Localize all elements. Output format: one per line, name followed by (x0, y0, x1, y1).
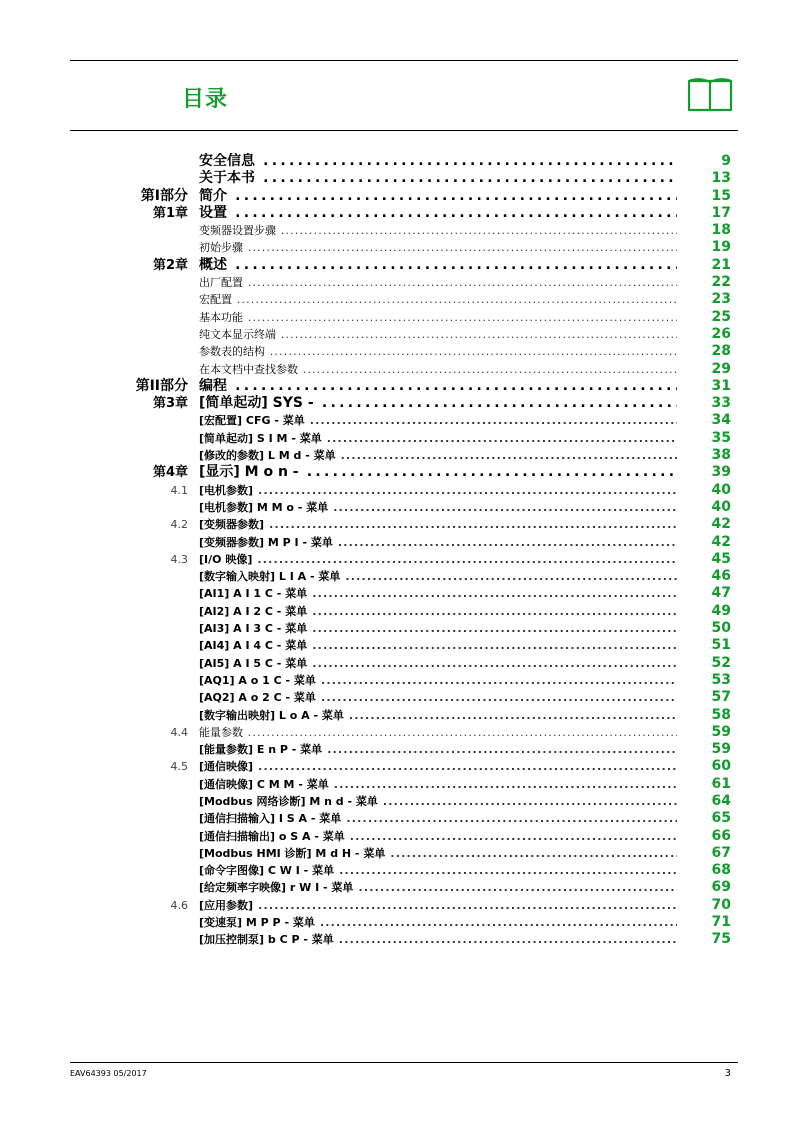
toc-entry-label: 第3章 (152, 396, 188, 412)
toc-entry-page[interactable]: 25 (711, 308, 731, 325)
toc-entry-label: 第4章 (152, 465, 188, 481)
toc-entry[interactable] (0, 897, 793, 914)
toc-entry[interactable] (0, 395, 793, 412)
toc-entry-title[interactable]: [AI2] A I 2 C - 菜单 ..... (199, 603, 677, 620)
toc-entry-title[interactable]: [电机参数] M M o - 菜单 ..... (199, 499, 677, 516)
toc-entry-title[interactable]: 设置 ..... (199, 205, 677, 222)
toc-entry[interactable] (0, 741, 793, 758)
toc-entry-page[interactable]: 59 (711, 723, 731, 740)
toc-entry-title[interactable]: [变频器参数] ..... (199, 516, 677, 533)
toc-entry-title[interactable]: 概述 ..... (199, 257, 677, 274)
toc-entry-title[interactable]: [AQ1] A o 1 C - 菜单 ..... (199, 672, 677, 689)
toc-entry-title[interactable]: [通信映像] C M M - 菜单 ..... (199, 776, 677, 793)
toc-entry[interactable] (0, 551, 793, 568)
toc-entry-page[interactable]: 40 (711, 481, 731, 498)
toc-entry[interactable] (0, 412, 793, 429)
toc-entry-label: 4.5 (170, 760, 188, 774)
table-of-contents (0, 153, 793, 949)
toc-entry[interactable] (0, 793, 793, 810)
toc-entry[interactable] (0, 309, 793, 326)
toc-entry-label: 第1章 (152, 205, 188, 221)
toc-entry[interactable] (0, 707, 793, 724)
toc-entry-page[interactable]: 65 (711, 810, 731, 827)
toc-entry[interactable] (0, 170, 793, 187)
toc-entry[interactable] (0, 257, 793, 274)
toc-entry-page[interactable]: 50 (711, 620, 731, 637)
toc-entry[interactable] (0, 828, 793, 845)
toc-entry-page[interactable]: 52 (711, 654, 731, 671)
toc-entry-page[interactable]: 21 (711, 256, 731, 273)
toc-entry-page[interactable]: 29 (711, 360, 731, 377)
toc-entry[interactable] (0, 568, 793, 585)
toc-entry-label: 第II部分 (135, 377, 188, 394)
toc-entry-title[interactable]: 简介 ..... (199, 188, 677, 205)
toc-entry[interactable] (0, 188, 793, 205)
toc-entry-page[interactable]: 66 (711, 827, 731, 844)
toc-entry-page[interactable]: 26 (711, 325, 731, 342)
toc-entry-page[interactable]: 53 (711, 671, 731, 688)
toc-entry[interactable] (0, 655, 793, 672)
toc-entry[interactable] (0, 810, 793, 827)
toc-entry-page[interactable]: 9 (721, 153, 731, 169)
toc-entry-label: 4.4 (170, 725, 188, 739)
toc-entry-page[interactable]: 35 (711, 429, 731, 446)
toc-entry-title[interactable]: [加压控制泵] b C P - 菜单 ..... (199, 931, 677, 948)
toc-entry[interactable] (0, 361, 793, 378)
toc-entry[interactable] (0, 222, 793, 239)
toc-entry-label: 4.1 (170, 483, 188, 497)
toc-entry-page[interactable]: 47 (711, 585, 731, 602)
toc-entry[interactable] (0, 291, 793, 308)
toc-entry-title[interactable]: 参数表的结构 ..... (199, 343, 677, 360)
footer-doc-reference: EAV64393 05/2017 (70, 1069, 147, 1078)
toc-entry-title[interactable]: 能量参数 ..... (199, 724, 677, 741)
toc-entry[interactable] (0, 447, 793, 464)
toc-entry-title[interactable]: 基本功能 ..... (199, 309, 677, 326)
toc-entry-label: 第I部分 (140, 187, 188, 204)
toc-entry-title[interactable]: [命令字图像] C W I - 菜单 ..... (199, 862, 677, 879)
toc-entry-page[interactable]: 42 (711, 516, 731, 533)
toc-entry-page[interactable]: 64 (711, 792, 731, 809)
toc-entry-title[interactable]: [简单起动] S I M - 菜单 ..... (199, 430, 677, 447)
toc-entry-page[interactable]: 18 (711, 222, 731, 239)
toc-entry-page[interactable]: 49 (711, 602, 731, 619)
toc-entry-title[interactable]: 编程 ..... (199, 378, 677, 395)
toc-entry-title[interactable]: [变速泵] M P P - 菜单 ..... (199, 914, 677, 931)
toc-entry-page[interactable]: 22 (711, 274, 731, 291)
toc-entry-page[interactable]: 71 (711, 914, 731, 931)
toc-entry-title[interactable]: [通信扫描输出] o S A - 菜单 ..... (199, 828, 677, 845)
toc-entry-page[interactable]: 23 (711, 291, 731, 308)
toc-entry[interactable] (0, 776, 793, 793)
toc-entry[interactable] (0, 672, 793, 689)
toc-entry[interactable] (0, 603, 793, 620)
toc-entry-title[interactable]: [宏配置] CFG - 菜单 ..... (199, 412, 677, 429)
page-title: 目录 (182, 87, 229, 112)
toc-entry[interactable] (0, 724, 793, 741)
toc-entry[interactable] (0, 879, 793, 896)
toc-entry[interactable] (0, 637, 793, 654)
toc-entry[interactable] (0, 205, 793, 222)
toc-entry[interactable] (0, 758, 793, 775)
toc-entry-title[interactable]: [AI5] A I 5 C - 菜单 ..... (199, 655, 677, 672)
toc-entry-title[interactable]: [AI1] A I 1 C - 菜单 ..... (199, 585, 677, 602)
toc-entry-title[interactable]: 出厂配置 ..... (199, 274, 677, 291)
toc-entry-title[interactable]: 变频器设置步骤 ..... (199, 222, 677, 239)
toc-entry-title[interactable]: [修改的参数] L M d - 菜单 ..... (199, 447, 677, 464)
toc-entry-page[interactable]: 75 (711, 931, 731, 948)
toc-entry-page[interactable]: 61 (711, 775, 731, 792)
toc-entry-page[interactable]: 70 (711, 896, 731, 913)
toc-entry[interactable] (0, 274, 793, 291)
toc-entry[interactable] (0, 343, 793, 360)
toc-entry-title[interactable]: [通信映像] ..... (199, 758, 677, 775)
toc-entry-page[interactable]: 40 (711, 498, 731, 515)
toc-entry[interactable] (0, 534, 793, 551)
toc-entry-page[interactable]: 59 (711, 741, 731, 758)
toc-entry-page[interactable]: 33 (711, 395, 731, 412)
toc-entry-title[interactable]: [电机参数] ..... (199, 482, 677, 499)
toc-entry-label: 4.3 (170, 552, 188, 566)
toc-entry-page[interactable]: 67 (711, 844, 731, 861)
header-rule (70, 130, 738, 131)
top-rule (70, 60, 738, 61)
toc-entry-page[interactable]: 45 (711, 550, 731, 567)
toc-entry-page[interactable]: 68 (711, 862, 731, 879)
toc-entry-page[interactable]: 69 (711, 879, 731, 896)
toc-entry-title[interactable]: [I/O 映像] ..... (199, 551, 677, 568)
toc-entry-title[interactable]: [显示] M o n - ..... (199, 464, 677, 481)
toc-entry-title[interactable]: [通信扫描输入] I S A - 菜单 ..... (199, 810, 677, 827)
toc-entry-label: 第2章 (152, 257, 188, 273)
toc-entry-title[interactable]: 初始步骤 ..... (199, 239, 677, 256)
toc-entry-page[interactable]: 42 (711, 533, 731, 550)
toc-entry[interactable] (0, 516, 793, 533)
open-book-icon (686, 75, 734, 113)
toc-entry-title[interactable]: [应用参数] ..... (199, 897, 677, 914)
toc-entry-page[interactable]: 39 (711, 464, 731, 481)
toc-entry-title[interactable]: [变频器参数] M P I - 菜单 ..... (199, 534, 677, 551)
toc-entry[interactable] (0, 620, 793, 637)
toc-entry-page[interactable]: 60 (711, 758, 731, 775)
toc-entry-title[interactable]: 关于本书 ..... (199, 170, 677, 187)
toc-entry[interactable] (0, 914, 793, 931)
toc-entry-page[interactable]: 13 (711, 170, 731, 187)
toc-entry-page[interactable]: 38 (711, 447, 731, 464)
toc-entry[interactable] (0, 378, 793, 395)
toc-entry-title[interactable]: 纯文本显示终端 ..... (199, 326, 677, 343)
toc-entry[interactable] (0, 862, 793, 879)
toc-entry-page[interactable]: 57 (711, 689, 731, 706)
toc-entry-title[interactable]: [Modbus HMI 诊断] M d H - 菜单 ..... (199, 845, 677, 862)
toc-entry[interactable] (0, 326, 793, 343)
toc-entry-page[interactable]: 51 (711, 637, 731, 654)
toc-entry-title[interactable]: [数字输出映射] L o A - 菜单 ..... (199, 707, 677, 724)
toc-entry-title[interactable]: [AI4] A I 4 C - 菜单 ..... (199, 637, 677, 654)
toc-entry-title[interactable]: [AI3] A I 3 C - 菜单 ..... (199, 620, 677, 637)
toc-entry[interactable] (0, 464, 793, 481)
toc-entry-title[interactable]: [Modbus 网络诊断] M n d - 菜单 ..... (199, 793, 677, 810)
toc-entry[interactable] (0, 689, 793, 706)
toc-entry-page[interactable]: 34 (711, 412, 731, 429)
toc-entry[interactable] (0, 482, 793, 499)
toc-entry[interactable] (0, 845, 793, 862)
toc-entry-page[interactable]: 17 (711, 204, 731, 221)
toc-entry-label: 4.6 (170, 898, 188, 912)
toc-entry[interactable] (0, 585, 793, 602)
toc-entry-page[interactable]: 31 (711, 377, 731, 394)
footer-page-number: 3 (724, 1068, 731, 1079)
toc-entry-page[interactable]: 46 (711, 568, 731, 585)
toc-entry[interactable] (0, 153, 793, 170)
toc-entry-page[interactable]: 58 (711, 706, 731, 723)
toc-entry-page[interactable]: 19 (711, 239, 731, 256)
toc-entry-title[interactable]: 在本文档中查找参数 ..... (199, 361, 677, 378)
footer-rule (70, 1062, 738, 1063)
toc-entry-title[interactable]: [AQ2] A o 2 C - 菜单 ..... (199, 689, 677, 706)
toc-entry-page[interactable]: 28 (711, 343, 731, 360)
toc-entry[interactable] (0, 239, 793, 256)
toc-entry-label: 4.2 (170, 518, 188, 532)
toc-entry-title[interactable]: 安全信息 ..... (199, 153, 677, 170)
toc-entry-title[interactable]: [简单起动] SYS - ..... (199, 395, 677, 412)
toc-entry-title[interactable]: [给定频率字映像] r W I - 菜单 ..... (199, 879, 677, 896)
toc-entry-title[interactable]: [能量参数] E n P - 菜单 ..... (199, 741, 677, 758)
toc-entry[interactable] (0, 931, 793, 948)
toc-entry-title[interactable]: 宏配置 ..... (199, 291, 677, 308)
toc-entry[interactable] (0, 430, 793, 447)
toc-entry-title[interactable]: [数字输入映射] L I A - 菜单 ..... (199, 568, 677, 585)
toc-entry-page[interactable]: 15 (711, 187, 731, 204)
toc-entry[interactable] (0, 499, 793, 516)
